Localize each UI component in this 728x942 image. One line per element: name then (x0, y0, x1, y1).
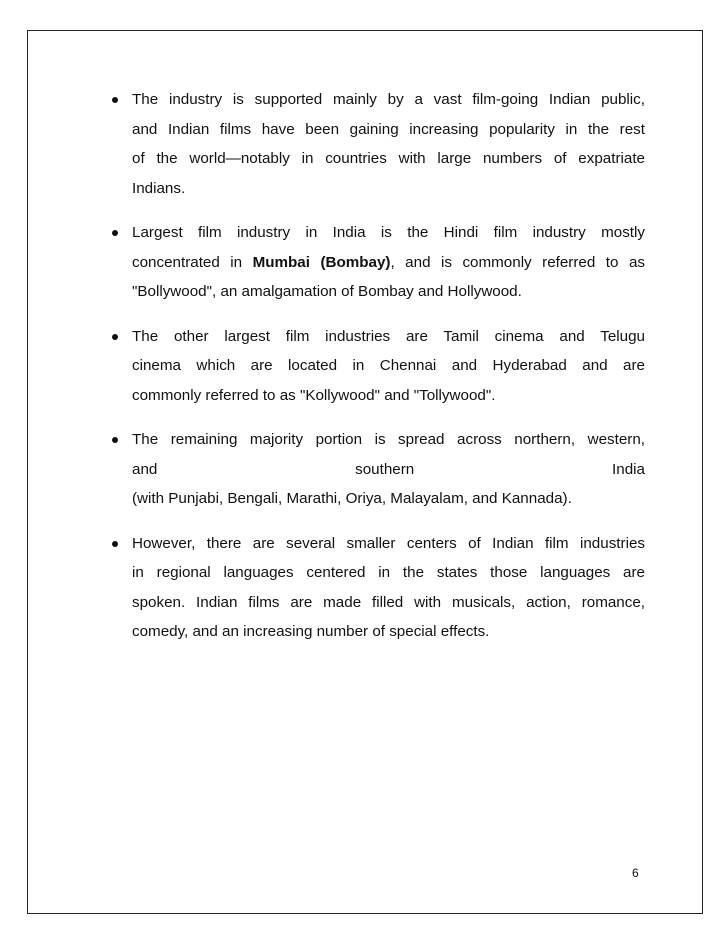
bullet-2-line-1: Largest film industry in India is the Hindi film industry mostly (132, 224, 645, 241)
bullet-2-line-2-after: , and is commonly referred to as (390, 253, 645, 271)
bullet-5-line-4: comedy, and an increasing number of special effects. (132, 623, 490, 640)
page-number: 6 (632, 866, 639, 880)
bullet-icon (112, 541, 118, 547)
bullet-1-line-2: and Indian films have been gaining increasing popularity in the rest (132, 120, 645, 138)
bullet-5-line-2: in regional languages centered in the states those languages are (132, 564, 645, 581)
bullet-icon (112, 97, 118, 103)
bullet-1-line-1: The industry is supported mainly by a vast film-going Indian public, (132, 91, 645, 108)
bullet-item-2 (112, 218, 645, 307)
bullet-1-line-3: of the world—notably in countries with large numbers of expatriate (132, 150, 645, 167)
bullet-5-line-1: However, there are several smaller centers of Indian film industries (132, 534, 645, 552)
bullet-1-line-4: Indians. (132, 179, 186, 197)
bullet-4-line-2: and southern India (132, 460, 645, 478)
bullet-3-line-1: The other largest film industries are Tamil cinema and Telugu (132, 327, 645, 345)
bullet-4-line-3: (with Punjabi, Bengali, Marathi, Oriya, Malayalam, and Kannada). (132, 490, 572, 507)
bullet-item-4 (112, 425, 645, 514)
bullet-4-line-1: The remaining majority portion is spread across northern, western, (132, 431, 645, 448)
bullet-item-3 (112, 322, 645, 411)
bullet-2-line-2-before: concentrated in (132, 253, 253, 271)
bullet-2-line-3: "Bollywood", an amalgamation of Bombay and Hollywood. (132, 283, 522, 300)
bullet-2-bold-text: Mumbai (Bombay) (252, 253, 391, 271)
bullet-item-1 (112, 85, 645, 203)
bullet-5-line-3: spoken. Indian films are made filled with musicals, action, romance, (132, 593, 645, 611)
bullet-2-line-2 (132, 248, 645, 278)
bullet-3-line-2: cinema which are located in Chennai and Hyderabad and are (132, 357, 645, 374)
bullet-icon (112, 437, 118, 443)
bullet-icon (112, 230, 118, 236)
bullet-list (112, 85, 645, 662)
bullet-3-line-3: commonly referred to as "Kollywood" and "Tollywood". (132, 386, 496, 404)
bullet-item-5 (112, 529, 645, 647)
bullet-icon (112, 334, 118, 340)
